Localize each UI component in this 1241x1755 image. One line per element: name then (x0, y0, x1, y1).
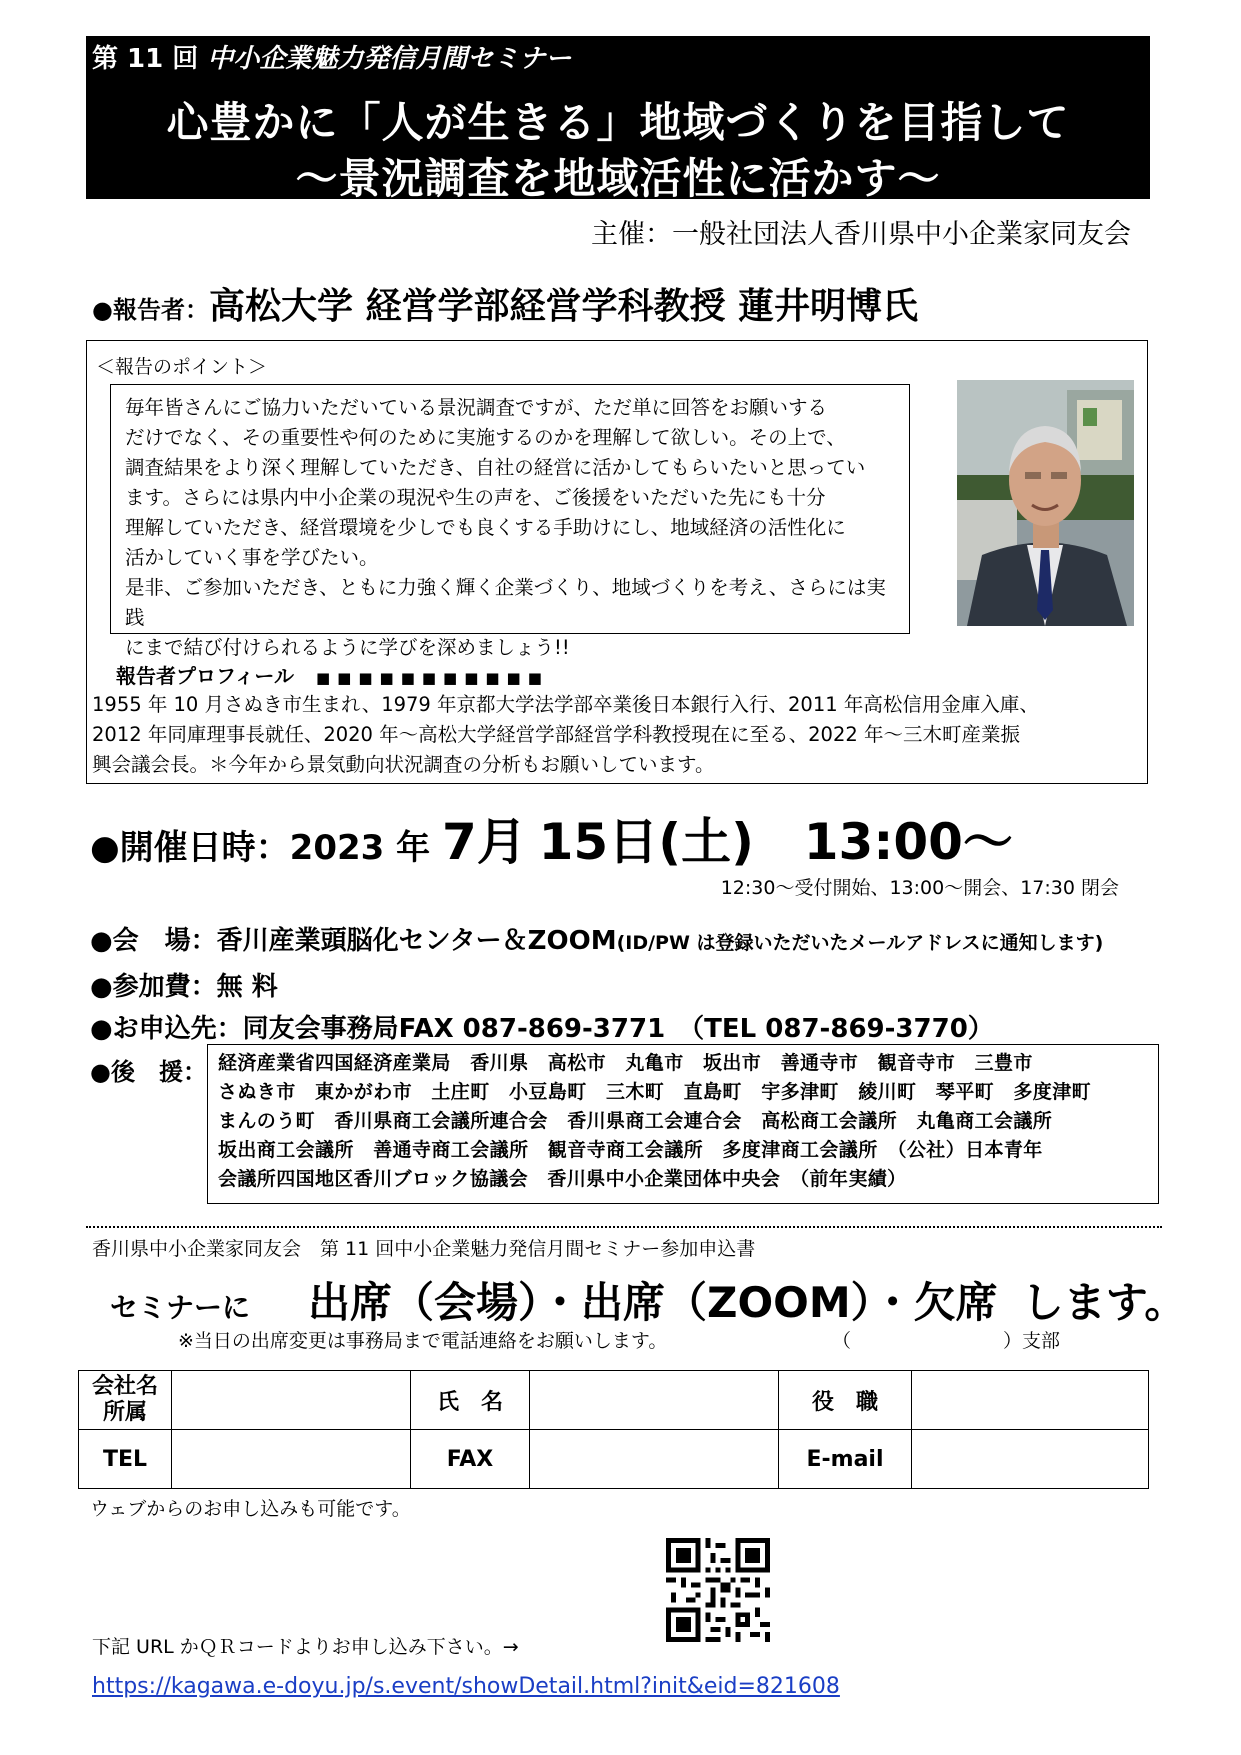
cut-line (86, 1226, 1162, 1228)
date-month: 7 (441, 813, 477, 871)
apply-contact: ●お申込先：同友会事務局FAX 087-869-3771 （TEL 087-869-3770） (90, 1014, 994, 1044)
date-day-unit: 日 (608, 813, 659, 871)
venue (90, 920, 1103, 957)
date-weekday: (土) (658, 813, 754, 871)
points-line: 是非、ご参加いただき、ともに力強く輝く企業づくり、地域づくりを考え、さらには実践 (125, 576, 886, 629)
form-title: 香川県中小企業家同友会 第 11 回中小企業魅力発信月間セミナー参加申込書 (92, 1238, 756, 1260)
points-line: ます。さらには県内中小企業の現況や生の声を、ご後援をいただいた先にも十分 (125, 486, 826, 509)
reporter-label: ●報告者： (92, 296, 209, 324)
points-line: にまで結び付けられるように学びを深めましょう!! (125, 636, 570, 659)
start-time: 13:00～ (803, 813, 1013, 871)
organizer: 主催：一般社団法人香川県中小企業家同友会 (591, 219, 1131, 250)
tel-input[interactable] (172, 1430, 411, 1489)
points-line: だけでなく、その重要性や何のために実施するのかを理解して欲しい。その上で、 (125, 426, 846, 449)
date-month-unit: 月 (476, 813, 527, 871)
reporter-photo (957, 380, 1134, 626)
points-line: 調査結果をより深く理解していただき、自社の経営に活かしてもらいたいと思ってい (125, 456, 866, 479)
attendance-line (110, 1270, 1186, 1330)
main-title: 心豊かに「人が生きる」地域づくりを目指して (166, 98, 1070, 147)
points-heading: ＜報告のポイント＞ (96, 356, 268, 378)
square-decoration: ■■■■■■■■■■■ (316, 669, 549, 687)
support-line: 会議所四国地区香川ブロック協議会 香川県中小企業団体中央会 （前年実績） (218, 1168, 907, 1190)
attend-suffix: します。 (1021, 1278, 1187, 1327)
fax-input[interactable] (530, 1430, 779, 1489)
points-text (110, 384, 910, 659)
date-day: 15 (538, 813, 609, 871)
profile-line: 1955 年 10 月さぬき市生まれ、1979 年京都大学法学部卒業後日本銀行入行、2011 年高松信用金庫入庫、 (92, 693, 1039, 716)
attend-options[interactable]: 出席（会場）・出席（ZOOM）・欠席 (308, 1278, 998, 1327)
position-input[interactable] (912, 1371, 1149, 1430)
branch-field[interactable]: （ ）支部 (832, 1330, 1061, 1352)
points-line: 毎年皆さんにご協力いただいている景況調査ですが、ただ単に回答をお願いする (125, 396, 828, 419)
series-number: 第 11 回 (92, 44, 199, 74)
profile-line: 2012 年同庫理事長就任、2020 年～高松大学経営学部経営学科教授現在に至る、2022 年～三木町産業振 (92, 723, 1020, 746)
seminar-series (92, 38, 571, 75)
points-line: 理解していただき、経営環境を少しでも良くする手助けにし、地域経済の活性化に (125, 516, 846, 539)
fax-label: FAX (411, 1430, 530, 1489)
profile-heading-text: 報告者プロフィール (116, 664, 294, 688)
attend-prefix: セミナーに (110, 1291, 251, 1324)
support-line: まんのう町 香川県商工会議所連合会 香川県商工会連合会 高松商工会議所 丸亀商工会議所 (218, 1110, 1053, 1132)
support-line: 経済産業省四国経済産業局 香川県 高松市 丸亀市 坂出市 善通寺市 観音寺市 三豊市 (218, 1052, 1033, 1074)
venue-note: (ID/PW は登録いただいたメールアドレスに通知します) (616, 932, 1104, 954)
venue-text: ●会 場：香川産業頭脳化センター＆ZOOM (90, 926, 617, 956)
registration-link[interactable]: https://kagawa.e-doyu.jp/s.event/showDetail.html?init&eid=821608 (92, 1674, 840, 1699)
date-label: ●開催日時：2023 年 (90, 828, 431, 868)
web-note: ウェブからのお申し込みも可能です。 (90, 1498, 411, 1520)
position-label: 役 職 (779, 1371, 912, 1430)
support-line: さぬき市 東かがわ市 土庄町 小豆島町 三木町 直島町 宇多津町 綾川町 琴平町 多度津町 (218, 1081, 1092, 1103)
sub-title: ～景況調査を地域活性に活かす～ (295, 154, 941, 203)
url-note: 下記 URL かＱＲコードよりお申し込み下さい。→ (92, 1636, 519, 1658)
profile-line: 興会議会長。＊今年から景気動向状況調査の分析もお願いしています。 (92, 753, 715, 776)
qr-code[interactable] (666, 1538, 770, 1646)
table-row (79, 1371, 1149, 1430)
reporter (92, 278, 918, 329)
profile-text (92, 690, 1144, 780)
name-input[interactable] (530, 1371, 779, 1430)
name-label: 氏 名 (411, 1371, 530, 1430)
email-input[interactable] (912, 1430, 1149, 1489)
change-note: ※当日の出席変更は事務局まで電話連絡をお願いします。 (178, 1330, 668, 1352)
support-label: ●後 援： (90, 1058, 207, 1086)
profile-heading (116, 660, 549, 689)
support-list (207, 1044, 1159, 1204)
tel-label: TEL (79, 1430, 172, 1489)
schedule: 12:30～受付開始、13:00～開会、17:30 閉会 (720, 877, 1119, 899)
table-row (79, 1430, 1149, 1489)
points-line: 活かしていく事を学びたい。 (125, 546, 379, 569)
company-label-line1: 会社名 (91, 1374, 158, 1399)
fee: ●参加費：無 料 (90, 972, 278, 1002)
application-table (78, 1370, 1149, 1489)
event-date (90, 802, 1013, 874)
series-title: 中小企業魅力発信月間セミナー (207, 44, 572, 74)
company-label (79, 1371, 172, 1430)
company-label-line2: 所属 (102, 1400, 147, 1425)
title-banner (86, 36, 1150, 203)
support-line: 坂出商工会議所 善通寺商工会議所 観音寺商工会議所 多度津商工会議所 （公社）日本青年 (218, 1139, 1043, 1161)
reporter-name: 高松大学 経営学部経営学科教授 蓮井明博氏 (208, 286, 919, 327)
email-label: E-mail (779, 1430, 912, 1489)
company-input[interactable] (172, 1371, 411, 1430)
